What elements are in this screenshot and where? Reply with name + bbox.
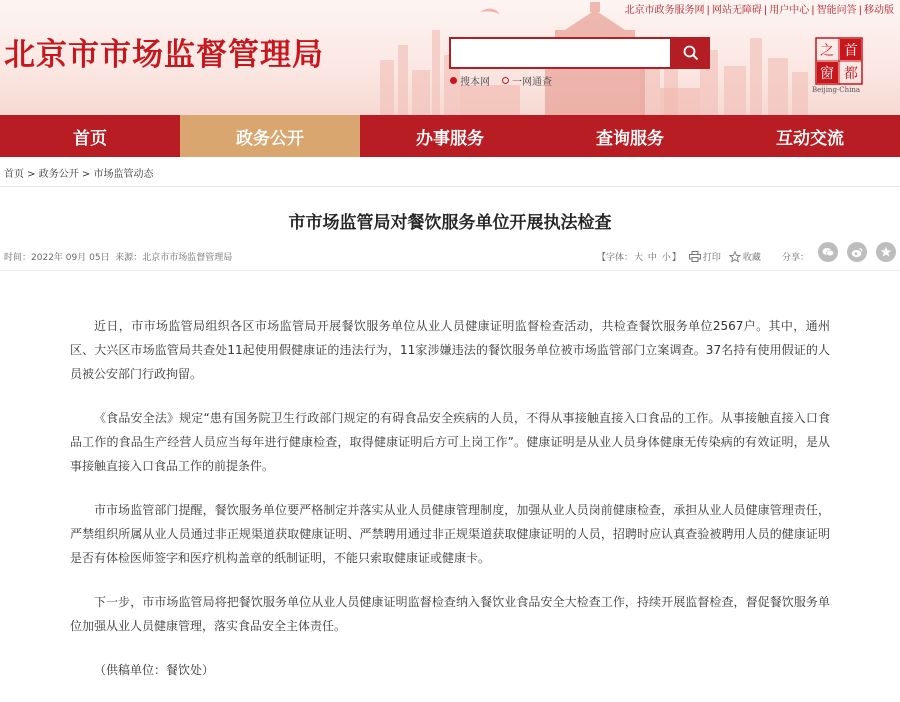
favorite-label: 收藏 — [742, 253, 761, 263]
logo-caption: Beijing-China — [812, 86, 861, 94]
star-icon — [729, 251, 741, 263]
search-button[interactable] — [672, 37, 710, 69]
article-signature: （供稿单位：餐饮处） — [94, 663, 215, 677]
nav-services[interactable]: 办事服务 — [416, 128, 484, 149]
breadcrumb-home[interactable]: 首页 — [4, 169, 24, 180]
article-title: 市市场监管局对餐饮服务单位开展执法检查 — [288, 213, 612, 233]
top-link-zwfw[interactable]: 北京市政务服务网 — [624, 5, 705, 16]
top-link-mobile[interactable]: 移动版 — [864, 5, 894, 16]
search-scope-options — [450, 73, 552, 88]
divider — [0, 270, 900, 271]
nav-query[interactable]: 查询服务 — [596, 128, 664, 149]
logo-char-2: 首 — [844, 43, 858, 59]
article-paragraph: 市市场监管部门提醒，餐饮服务单位要严格制定并落实从业人员健康管理制度，加强从业人员岗前健康检查，承担从业人员健康管理责任，严禁组织所属从业人员通过非正规渠道获取健康证明、严禁聘用通过非正规渠道获取健康证明的人员，招聘时应认真查验被聘用人员的健康证明是否有体检医师签字和医疗机构盖章的纸制证明，不能只索取健康证或健康卡。 — [70, 503, 830, 565]
article-source: 北京市市场监督管理局 — [142, 253, 233, 263]
top-links: 北京市政务服务网 | 网站无障碍 | 用户中心 | 智能问答 | 移动版 — [624, 5, 894, 16]
breadcrumb-news[interactable]: 市场监管动态 — [93, 169, 154, 180]
logo-char-3: 窗 — [820, 66, 834, 82]
font-size-label: 【字体： — [597, 253, 634, 263]
share-label: 分享： — [782, 253, 810, 263]
main-nav — [0, 115, 900, 157]
site-title[interactable]: 北京市市场监督管理局 — [4, 37, 324, 73]
article-paragraph: 《食品安全法》规定“患有国务院卫生行政部门规定的有碍食品安全疾病的人员，不得从事接触直接入口食品的工作。从事接触直接入口食品工作的食品生产经营人员应当每年进行健康检查，取得健康证明后方可上岗工作”。健康证明是从业人员身体健康无传染病的有效证明，是从事接触直接入口食品工作的前提条件。 — [70, 411, 830, 473]
font-size-large[interactable]: 大 — [634, 253, 644, 263]
search-scope-all[interactable] — [502, 73, 552, 88]
weibo-share-icon[interactable] — [847, 242, 867, 262]
top-link-qa[interactable]: 智能问答 — [816, 5, 857, 16]
printer-icon — [689, 251, 701, 262]
font-size-medium[interactable]: 中 — [647, 253, 657, 263]
search-icon — [683, 45, 699, 61]
logo-char-1: 之 — [820, 43, 834, 59]
nav-interaction[interactable]: 互动交流 — [776, 128, 844, 149]
divider — [0, 186, 900, 187]
breadcrumb-gov-affairs[interactable]: 政务公开 — [38, 169, 79, 180]
font-size-switcher — [597, 250, 681, 263]
search-scope-site-label: 搜本网 — [460, 77, 490, 88]
print-label: 打印 — [702, 253, 721, 263]
favorite-button[interactable] — [729, 250, 761, 263]
radio-checked-icon — [450, 77, 457, 84]
top-link-user-center[interactable]: 用户中心 — [769, 5, 810, 16]
article-paragraph: 近日，市市场监管局组织各区市场监管局开展餐饮服务单位从业人员健康证明监督检查活动，共检查餐饮服务单位2567户。其中，通州区、大兴区市场监管局共查处11起使用假健康证的违法行为，11家涉嫌违法的餐饮服务单位被市场监管部门立案调查。37名持有使用假证的人员被公安部门行政拘留。 — [70, 319, 830, 381]
font-size-small[interactable]: 小 — [661, 253, 671, 263]
publish-date: 2022年 09月 05日 — [31, 253, 110, 263]
time-label: 时间： — [4, 253, 32, 263]
article-meta — [4, 250, 232, 263]
article-body — [70, 314, 830, 702]
nav-home[interactable]: 首页 — [73, 128, 107, 149]
nav-government-affairs[interactable]: 政务公开 — [180, 115, 360, 157]
article-tools — [597, 250, 761, 263]
search-scope-site[interactable] — [450, 73, 490, 88]
search-box — [449, 37, 672, 69]
search-input[interactable] — [455, 40, 669, 68]
search-scope-all-label: 一网通查 — [512, 77, 552, 88]
qzone-share-icon[interactable] — [876, 242, 896, 262]
print-button[interactable] — [689, 250, 721, 263]
source-label: 来源： — [115, 253, 143, 263]
article-paragraph: 下一步，市市场监管局将把餐饮服务单位从业人员健康证明监督检查纳入餐饮业食品安全大检查工作，持续开展监督检查，督促餐饮服务单位加强从业人员健康管理，落实食品安全主体责任。 — [70, 595, 830, 633]
site-header — [0, 0, 900, 115]
wechat-share-icon[interactable] — [818, 242, 838, 262]
top-link-accessibility[interactable]: 网站无障碍 — [711, 5, 762, 16]
breadcrumb: 首页 > 政务公开 > 市场监管动态 — [4, 169, 154, 180]
logo-char-4: 都 — [844, 66, 858, 82]
capital-window-logo[interactable] — [815, 37, 863, 87]
font-size-close: 】 — [671, 253, 681, 263]
radio-unchecked-icon — [502, 77, 509, 84]
